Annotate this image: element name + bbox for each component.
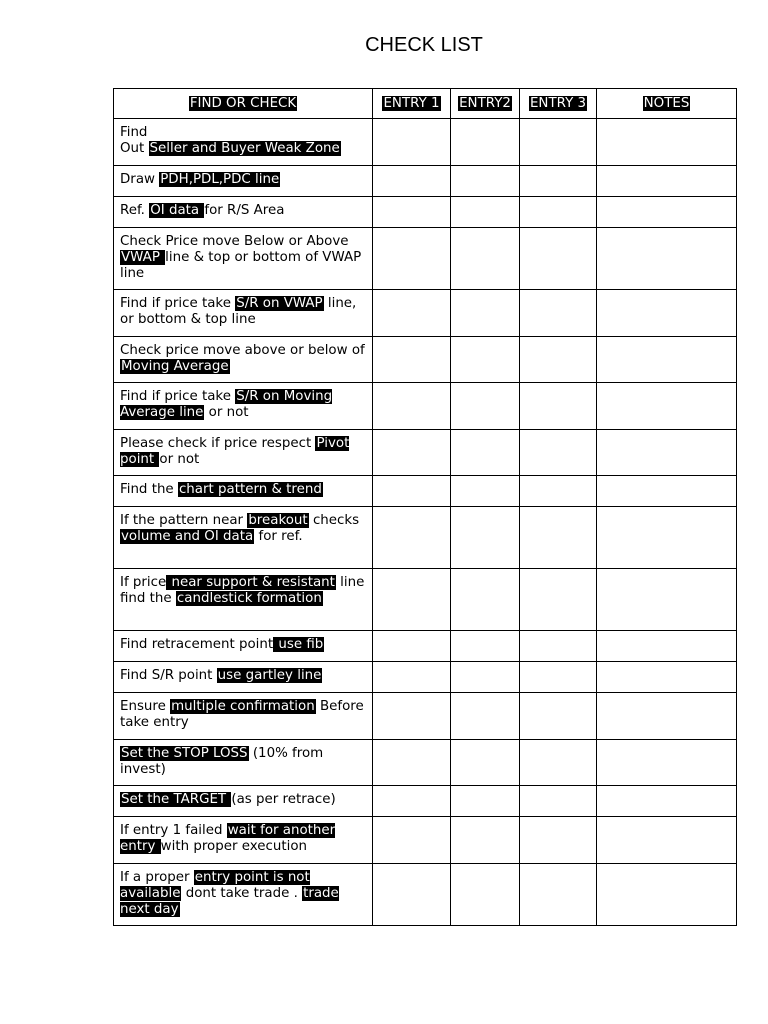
entry-1-cell[interactable]	[373, 740, 451, 786]
header-notes	[597, 89, 737, 119]
item-text: with proper execution	[160, 839, 307, 854]
table-row	[114, 290, 737, 337]
entry-3-cell[interactable]	[520, 693, 597, 740]
entry-2-cell[interactable]	[451, 228, 520, 290]
item-text: Find if price take	[120, 296, 236, 311]
item-text: Find retracement point	[120, 637, 274, 652]
table-row	[114, 197, 737, 228]
notes-cell[interactable]	[597, 569, 737, 631]
entry-3-cell[interactable]	[520, 740, 597, 786]
entry-2-cell[interactable]	[451, 693, 520, 740]
notes-cell[interactable]	[597, 507, 737, 569]
entry-2-cell[interactable]	[451, 337, 520, 383]
checklist-item	[114, 337, 373, 383]
checklist-item	[114, 228, 373, 290]
item-text: or not	[204, 405, 249, 420]
header-label: FIND OR CHECK	[189, 95, 297, 111]
entry-1-cell[interactable]	[373, 197, 451, 228]
checklist-item	[114, 476, 373, 507]
entry-1-cell[interactable]	[373, 864, 451, 926]
table-row	[114, 166, 737, 197]
entry-2-cell[interactable]	[451, 197, 520, 228]
item-text: line, or bottom & top line	[120, 296, 357, 327]
checklist-item	[114, 864, 373, 926]
header-label: ENTRY 1	[383, 95, 440, 111]
item-text: Find the	[120, 482, 178, 497]
item-text: line find the	[120, 575, 365, 606]
table-row	[114, 383, 737, 430]
entry-2-cell[interactable]	[451, 290, 520, 337]
highlighted-text: use gartley line	[217, 668, 322, 683]
checklist-item-text	[120, 569, 366, 607]
header-entry-2	[451, 89, 520, 119]
notes-cell[interactable]	[597, 662, 737, 693]
checklist-item	[114, 166, 373, 197]
item-text: Before take entry	[120, 699, 364, 730]
highlighted-text: S/R on VWAP	[236, 296, 323, 311]
checklist-item	[114, 119, 373, 166]
checklist-item-text	[120, 166, 366, 188]
item-text: Ref.	[120, 203, 150, 218]
entry-2-cell[interactable]	[451, 383, 520, 430]
checklist-item-text	[120, 786, 366, 808]
header-entry-1	[373, 89, 451, 119]
entry-1-cell[interactable]	[373, 383, 451, 430]
checklist-item-text	[120, 864, 366, 918]
entry-2-cell[interactable]	[451, 569, 520, 631]
item-text: Out	[120, 141, 149, 156]
header-find-or-check	[114, 89, 373, 119]
notes-cell[interactable]	[597, 430, 737, 476]
item-text: line & top or bottom of VWAP line	[120, 250, 362, 281]
table-row	[114, 337, 737, 383]
notes-cell[interactable]	[597, 119, 737, 166]
checklist-item-text	[120, 430, 366, 468]
entry-3-cell[interactable]	[520, 290, 597, 337]
notes-cell[interactable]	[597, 817, 737, 864]
table-header-row	[114, 89, 737, 119]
checklist-item	[114, 786, 373, 817]
checklist-item-text	[120, 740, 366, 778]
highlighted-text: Seller and Buyer Weak Zone	[149, 141, 340, 156]
entry-3-cell[interactable]	[520, 228, 597, 290]
notes-cell[interactable]	[597, 476, 737, 507]
header-entry-3	[520, 89, 597, 119]
highlighted-text: trade next day	[120, 886, 339, 917]
entry-1-cell[interactable]	[373, 631, 451, 662]
checklist-item	[114, 383, 373, 430]
item-text: checks	[308, 513, 360, 528]
entry-1-cell[interactable]	[373, 166, 451, 197]
entry-2-cell[interactable]	[451, 476, 520, 507]
entry-1-cell[interactable]	[373, 228, 451, 290]
checklist-item-text	[120, 228, 366, 282]
item-text: dont take trade .	[181, 886, 303, 901]
table-row	[114, 693, 737, 740]
notes-cell[interactable]	[597, 290, 737, 337]
notes-cell[interactable]	[597, 383, 737, 430]
checklist-item	[114, 662, 373, 693]
checklist-item-text	[120, 507, 366, 545]
notes-cell[interactable]	[597, 740, 737, 786]
checklist-item	[114, 507, 373, 569]
notes-cell[interactable]	[597, 166, 737, 197]
item-text: (10% from invest)	[120, 746, 324, 777]
notes-cell[interactable]	[597, 197, 737, 228]
page-title: CHECK LIST	[365, 34, 483, 56]
item-text: for R/S Area	[204, 203, 285, 218]
highlighted-text: Moving Average	[121, 359, 229, 374]
entry-1-cell[interactable]	[373, 119, 451, 166]
entry-2-cell[interactable]	[451, 430, 520, 476]
entry-2-cell[interactable]	[451, 817, 520, 864]
table-row	[114, 119, 737, 166]
table-row	[114, 631, 737, 662]
notes-cell[interactable]	[597, 786, 737, 817]
item-text: If entry 1 failed	[120, 823, 227, 838]
highlighted-text: breakout	[248, 513, 308, 528]
entry-1-cell[interactable]	[373, 693, 451, 740]
item-text: If price	[120, 575, 167, 590]
entry-1-cell[interactable]	[373, 786, 451, 817]
highlighted-text: Pivot point	[120, 436, 350, 467]
checklist-item-text	[120, 662, 366, 684]
entry-1-cell[interactable]	[373, 817, 451, 864]
entry-1-cell[interactable]	[373, 430, 451, 476]
table-row	[114, 662, 737, 693]
entry-3-cell[interactable]	[520, 430, 597, 476]
checklist-item	[114, 569, 373, 631]
item-text: Check price move above or below of	[120, 343, 365, 358]
item-text: or not	[159, 452, 200, 467]
entry-2-cell[interactable]	[451, 740, 520, 786]
entry-3-cell[interactable]	[520, 864, 597, 926]
entry-1-cell[interactable]	[373, 337, 451, 383]
highlighted-text: Set the TARGET	[121, 792, 231, 807]
entry-1-cell[interactable]	[373, 569, 451, 631]
entry-2-cell[interactable]	[451, 786, 520, 817]
checklist-item-text	[120, 119, 366, 157]
entry-3-cell[interactable]	[520, 197, 597, 228]
item-text: If a proper	[120, 870, 194, 885]
highlighted-text: entry point is not available	[120, 870, 310, 901]
highlighted-text: OI data	[150, 203, 204, 218]
highlighted-text: candlestick formation	[176, 591, 322, 606]
table-row	[114, 740, 737, 786]
checklist-item-text	[120, 337, 366, 375]
entry-3-cell[interactable]	[520, 817, 597, 864]
highlighted-text: PDH,PDL,PDC line	[160, 172, 280, 187]
checklist-item-text	[120, 631, 366, 653]
item-text: Find if price take	[120, 389, 236, 404]
entry-1-cell[interactable]	[373, 507, 451, 569]
entry-2-cell[interactable]	[451, 166, 520, 197]
item-text: Please check if price respect	[120, 436, 316, 451]
highlighted-text: VWAP	[121, 250, 165, 265]
highlighted-text: wait for another entry	[120, 823, 336, 854]
entry-1-cell[interactable]	[373, 662, 451, 693]
checklist-item	[114, 740, 373, 786]
checklist-item-text	[120, 693, 366, 731]
checklist-item-text	[120, 817, 366, 855]
table-row	[114, 569, 737, 631]
entry-1-cell[interactable]	[373, 290, 451, 337]
checklist-table	[113, 88, 737, 926]
item-text: Find S/R point	[120, 668, 217, 683]
table-row	[114, 228, 737, 290]
entry-3-cell[interactable]	[520, 507, 597, 569]
highlighted-text: Set the STOP LOSS	[121, 746, 248, 761]
checklist-item	[114, 817, 373, 864]
notes-cell[interactable]	[597, 631, 737, 662]
item-text: Find	[120, 125, 148, 140]
notes-cell[interactable]	[597, 228, 737, 290]
checklist-item	[114, 430, 373, 476]
entry-3-cell[interactable]	[520, 662, 597, 693]
checklist-item-text	[120, 383, 366, 421]
entry-2-cell[interactable]	[451, 119, 520, 166]
checklist-item	[114, 290, 373, 337]
notes-cell[interactable]	[597, 864, 737, 926]
highlighted-text: S/R on Moving Average line	[120, 389, 333, 420]
highlighted-text: near support & resistant	[167, 575, 335, 590]
entry-2-cell[interactable]	[451, 631, 520, 662]
entry-3-cell[interactable]	[520, 569, 597, 631]
checklist-item-text	[120, 290, 366, 328]
checklist-item	[114, 197, 373, 228]
checklist-item	[114, 631, 373, 662]
table-row	[114, 864, 737, 926]
highlighted-text: multiple confirmation	[171, 699, 315, 714]
entry-2-cell[interactable]	[451, 864, 520, 926]
header-label: ENTRY2	[459, 95, 511, 111]
entry-3-cell[interactable]	[520, 119, 597, 166]
entry-1-cell[interactable]	[373, 476, 451, 507]
table-row	[114, 430, 737, 476]
highlighted-text: chart pattern & trend	[178, 482, 322, 497]
table-row	[114, 817, 737, 864]
table-row	[114, 476, 737, 507]
item-text: (as per retrace)	[231, 792, 336, 807]
header-label: ENTRY 3	[529, 95, 587, 111]
highlighted-text: volume and OI data	[121, 529, 254, 544]
entry-3-cell[interactable]	[520, 476, 597, 507]
item-text: for ref.	[254, 529, 303, 544]
entry-3-cell[interactable]	[520, 337, 597, 383]
highlighted-text: use fib	[274, 637, 324, 652]
notes-cell[interactable]	[597, 693, 737, 740]
item-text: Check Price move Below or Above	[120, 234, 349, 249]
checklist-item	[114, 693, 373, 740]
checklist-item-text	[120, 197, 366, 219]
item-text: Draw	[120, 172, 160, 187]
entry-2-cell[interactable]	[451, 662, 520, 693]
notes-cell[interactable]	[597, 337, 737, 383]
header-label: NOTES	[643, 95, 690, 111]
item-text: Ensure	[120, 699, 171, 714]
table-row	[114, 507, 737, 569]
entry-3-cell[interactable]	[520, 631, 597, 662]
entry-2-cell[interactable]	[451, 507, 520, 569]
item-text: If the pattern near	[120, 513, 248, 528]
entry-3-cell[interactable]	[520, 786, 597, 817]
table-row	[114, 786, 737, 817]
entry-3-cell[interactable]	[520, 166, 597, 197]
checklist-item-text	[120, 476, 366, 498]
entry-3-cell[interactable]	[520, 383, 597, 430]
